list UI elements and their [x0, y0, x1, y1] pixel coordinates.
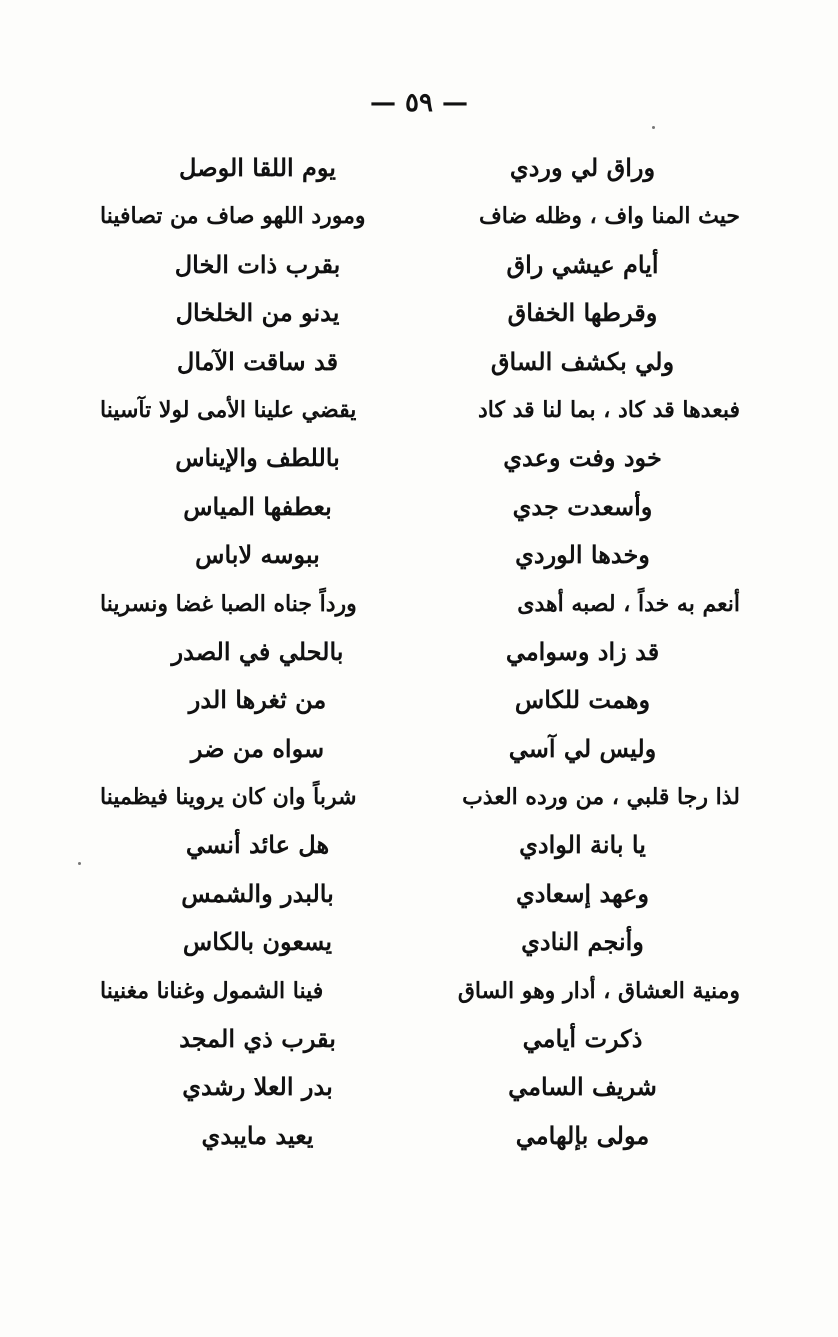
verse-second-hemistich: بقرب ذات الخال: [174, 249, 341, 279]
verse-first-hemistich: مولى بإلهامي: [515, 1120, 650, 1150]
verse-first-hemistich: خود وفت وعدي: [503, 443, 662, 473]
verse-first-hemistich: أنعم به خداً ، لصبه أهدى: [517, 590, 740, 617]
verse-line: [100, 823, 740, 871]
verse-second-hemistich: ببوسه لاباس: [195, 540, 320, 570]
verse-second-hemistich: يعيد مايبدي: [201, 1120, 314, 1150]
verse-first-hemistich: ذكرت أيامي: [522, 1024, 643, 1054]
verse-second-hemistich: باللطف والإيناس: [175, 443, 340, 473]
verse-second-hemistich: شرباً وان كان يروينا فيظمينا: [100, 784, 357, 811]
print-speck: [652, 126, 655, 129]
verse-line: [100, 727, 740, 775]
verse-line: [100, 243, 740, 291]
verse-line: [100, 194, 740, 242]
verse-line: [100, 340, 740, 388]
verse-first-hemistich: شريف السامي: [508, 1072, 657, 1102]
print-speck: [78, 862, 81, 865]
verse-first-hemistich: وأنجم النادي: [521, 927, 644, 957]
verse-line: [100, 872, 740, 920]
verse-first-hemistich: وخدها الوردي: [515, 540, 650, 570]
verse-line: [100, 678, 740, 726]
poem-verses: [100, 146, 740, 1162]
verse-line: [100, 146, 740, 194]
verse-first-hemistich: وأسعدت جدي: [512, 491, 653, 521]
verse-line: [100, 582, 740, 630]
verse-line: [100, 1065, 740, 1113]
verse-line: [100, 485, 740, 533]
verse-second-hemistich: بدر العلا رشدي: [182, 1072, 333, 1102]
verse-second-hemistich: بالبدر والشمس: [181, 878, 334, 908]
verse-second-hemistich: بعطفها المياس: [183, 491, 332, 521]
verse-line: [100, 969, 740, 1017]
verse-first-hemistich: ولي بكشف الساق: [490, 346, 675, 376]
verse-second-hemistich: يسعون بالكاس: [182, 927, 333, 957]
verse-line: [100, 533, 740, 581]
verse-line: [100, 630, 740, 678]
verse-line: [100, 388, 740, 436]
verse-first-hemistich: قد زاد وسوامي: [505, 636, 660, 666]
verse-line: [100, 436, 740, 484]
verse-first-hemistich: لذا رجا قلبي ، من ورده العذب: [462, 784, 740, 811]
verse-line: [100, 1017, 740, 1065]
verse-line: [100, 920, 740, 968]
verse-second-hemistich: قد ساقت الآمال: [176, 346, 339, 376]
verse-second-hemistich: بقرب ذي المجد: [179, 1024, 336, 1054]
verse-second-hemistich: سواه من ضر: [190, 733, 325, 763]
verse-second-hemistich: هل عائد أنسي: [185, 830, 330, 860]
verse-second-hemistich: فينا الشمول وغنانا مغنينا: [100, 977, 324, 1004]
verse-first-hemistich: يا بانة الوادي: [519, 830, 646, 860]
verse-second-hemistich: من ثغرها الدر: [188, 685, 327, 715]
verse-first-hemistich: ومنية العشاق ، أدار وهو الساق: [457, 977, 740, 1004]
verse-first-hemistich: وهمت للكاس: [514, 685, 651, 715]
verse-second-hemistich: بالحلي في الصدر: [171, 636, 344, 666]
verse-first-hemistich: وراق لي وردي: [509, 153, 656, 182]
verse-second-hemistich: يقضي علينا الأمى لولا تآسينا: [100, 396, 357, 423]
verse-second-hemistich: ومورد اللهو صاف من تصافينا: [100, 203, 366, 230]
verse-second-hemistich: ورداً جناه الصبا غضا ونسرينا: [100, 590, 357, 617]
verse-first-hemistich: فبعدها قد كاد ، بما لنا قد كاد: [477, 396, 740, 423]
verse-first-hemistich: أيام عيشي راق: [506, 249, 659, 279]
verse-first-hemistich: حيث المنا واف ، وظله ضاف: [478, 203, 740, 230]
verse-line: [100, 775, 740, 823]
verse-first-hemistich: وليس لي آسي: [508, 733, 657, 763]
verse-first-hemistich: وعهد إسعادي: [515, 878, 650, 908]
verse-first-hemistich: وقرطها الخفاق: [507, 298, 658, 328]
page-number: — ٥٩ —: [369, 88, 469, 118]
verse-second-hemistich: يوم اللقا الوصل: [179, 153, 336, 182]
verse-line: [100, 291, 740, 339]
verse-line: [100, 1114, 740, 1162]
verse-second-hemistich: يدنو من الخلخال: [175, 298, 340, 328]
